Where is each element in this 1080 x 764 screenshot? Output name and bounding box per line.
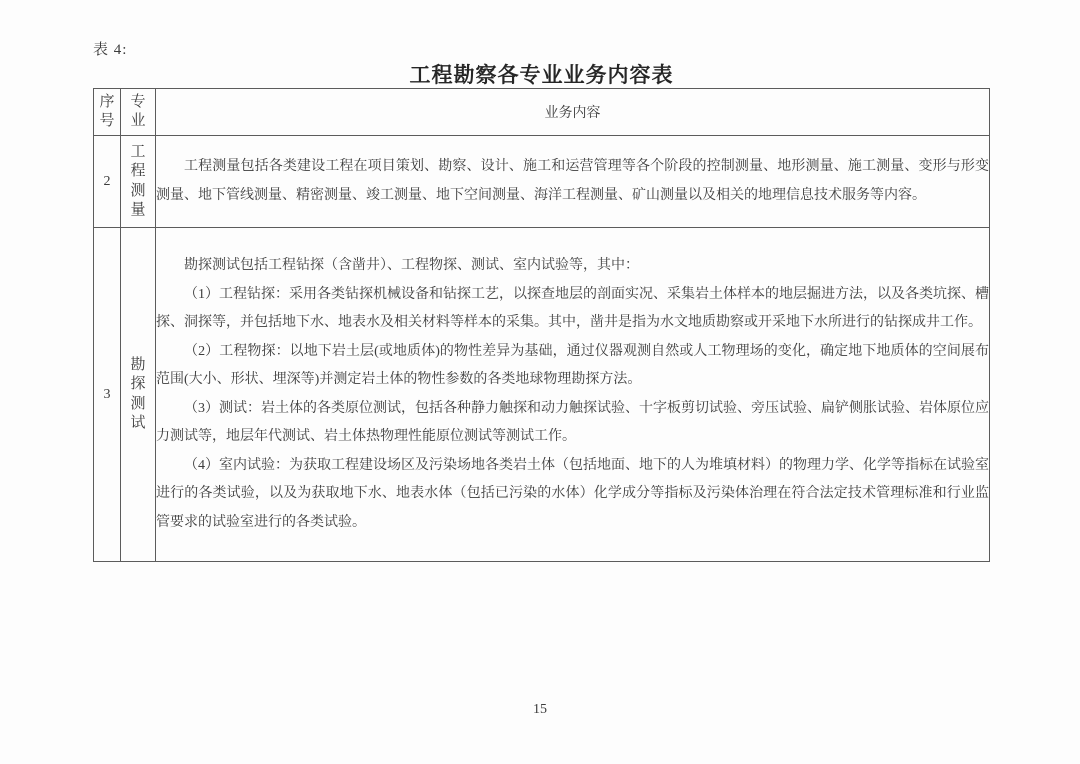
header-cell-specialty xyxy=(121,89,156,136)
table-row xyxy=(94,136,990,228)
row-specialty: 勘探测试 xyxy=(130,356,146,431)
content-paragraph: （2）工程物探：以地下岩土层(或地质体)的物性差异为基础，通过仪器观测自然或人工物理场的变化，确定地下地质体的空间展布范围(大小、形状、埋深等)并测定岩土体的物性参数的各类地球物理勘探方法。 xyxy=(156,343,989,387)
row-content-cell xyxy=(156,228,990,562)
row-specialty-cell xyxy=(121,136,156,228)
header-cell-content xyxy=(156,89,990,136)
row-no: 2 xyxy=(103,173,111,189)
row-no-cell xyxy=(94,136,121,228)
row-content-cell xyxy=(156,136,990,228)
table-label: 表 4: xyxy=(93,42,128,58)
row-specialty: 工程测量 xyxy=(130,143,146,218)
table-row xyxy=(94,228,990,562)
page-number: 15 xyxy=(533,702,547,717)
table-header-row xyxy=(94,89,990,136)
row-specialty-cell xyxy=(121,228,156,562)
row-no: 3 xyxy=(103,386,111,402)
header-cell-no xyxy=(94,89,121,136)
content-paragraph: （1）工程钻探：采用各类钻探机械设备和钻探工艺，以探查地层的剖面实况、采集岩土体样本的地层掘进方法，以及各类坑探、槽探、洞探等，并包括地下水、地表水及相关材料等样本的采集。其中，凿井是指为水文地质勘察或开采地下水所进行的钻探成井工作。 xyxy=(156,286,989,330)
header-specialty-label: 专业 xyxy=(130,93,146,129)
content-paragraph: （3）测试：岩土体的各类原位测试，包括各种静力触探和动力触探试验、十字板剪切试验、旁压试验、扁铲侧胀试验、岩体原位应力测试等，地层年代测试、岩土体热物理性能原位测试等测试工作。 xyxy=(156,400,989,444)
row-no-cell xyxy=(94,228,121,562)
content-table xyxy=(93,88,990,562)
content-paragraph: 工程测量包括各类建设工程在项目策划、勘察、设计、施工和运营管理等各个阶段的控制测量、地形测量、施工测量、变形与形变测量、地下管线测量、精密测量、竣工测量、地下空间测量、海洋工程测量、矿山测量以及相关的地理信息技术服务等内容。 xyxy=(156,159,989,203)
header-no-label: 序号 xyxy=(99,93,115,129)
header-content-label: 业务内容 xyxy=(544,106,601,121)
page-title: 工程勘察各专业业务内容表 xyxy=(409,63,674,87)
content-paragraph: 勘探测试包括工程钻探（含凿井）、工程物探、测试、室内试验等，其中： xyxy=(184,258,639,273)
content-paragraph: （4）室内试验：为获取工程建设场区及污染场地各类岩土体（包括地面、地下的人为堆填材料）的物理力学、化学等指标在试验室进行的各类试验，以及为获取地下水、地表水体（包括已污染的水体）化学成分等指标及污染体治理在符合法定技术管理标准和行业监管要求的试验室进行的各类试验。 xyxy=(156,457,989,530)
